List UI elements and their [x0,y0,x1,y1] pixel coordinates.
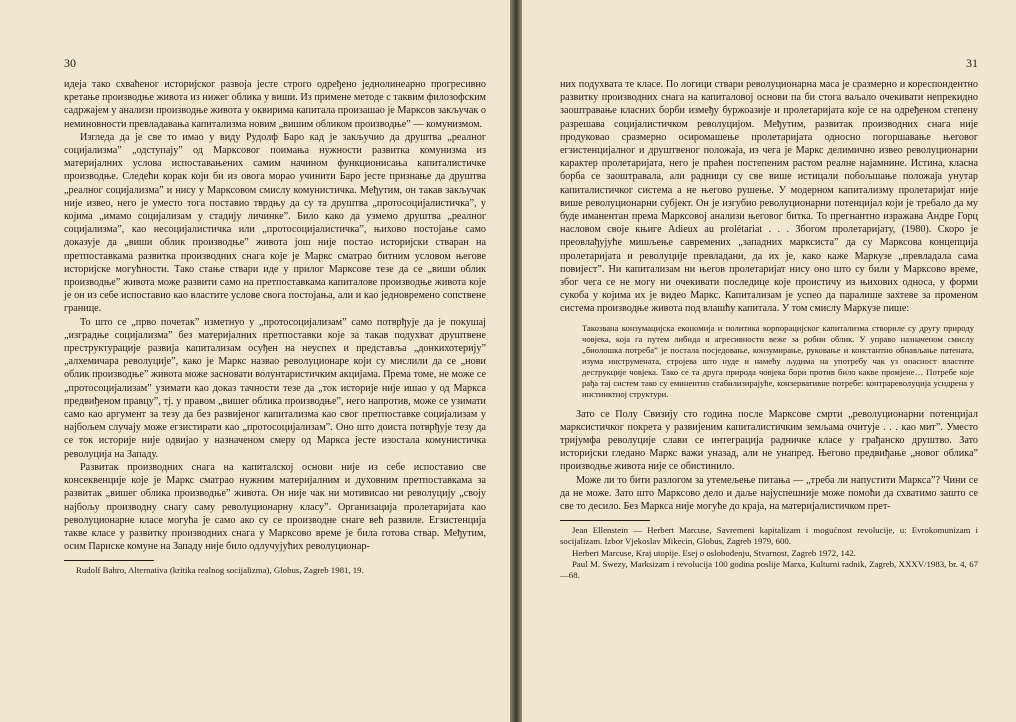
footnote-rule [560,520,650,521]
right-body-text [560,78,978,513]
paragraph: Изгледа да је све то имао у виду Рудолф Баро кад је закључио да друштва „реалног социјализма” „одступају” од Марксовог поимања нужности развитка комунизма из материјалних услова испоставањених самим начином функционисања капиталистичке производње. Следећи корак који би из овога морао учинити Баро јесте признање да друштва „реалног социјализма” и нису у Марксовом смислу комунистичка. Међутим, он такав закључак није извео, него је уместо тога поставио тврдњу да су та друштва „протосоцијалистичка”, у којима „имамо социјализам у стадију личинке”. Било како да узмемо друштва „реалног социјализма”, као несоцијалистичка или „протосоцијалистичка”, њихово постојање само доказује да „виши облик производње” живота још није постао историјски стваран на претпоставкама развитка производних снага које је Маркс сматрао битним условом његове историјске могућности. Тако стање ствари иде у прилог Марксове тезе да се „виши облик производње” живота може развити само на претпоставкама капиталове производње живота које је он из себе испоставио као властите услове свога постојања, али и као једновремено сопствене границе. [64,131,486,315]
left-footnotes [64,565,486,576]
paragraph: идеја тако схваћеног историјског развоја јесте строго одређено једнолинеарно прогресивно кретање производње живота из нижег облика у виши. Из примене методе с таквим филозофским садржајем у анализи производње живота у оквирима капитала произашао је Марксов закључак о неминовности превладавања капитализма новим „вишим обликом производње” — комунизмом. [64,79,486,130]
paragraph: них подухвата те класе. По логици ствари револуционарна маса је сразмерно и кореспондентно развитку производних снага на капиталовој основи па би стога ваљало очекивати непрекидно заоштравање класних борби између буржоазије и пролетаријата које се на одређеном степену разрешава социјалистичком револуцијом. Међутим, развитак производних снага није продуковао сразмерно осиромашење пролетаријата односно погоршавање његовог егзистенцијалног и друштвеног положаја, из чега је Маркс делимично извео револуционарни карактер пролетаријата, него је праћен постепеним растом реалне најамнине. Истина, класна борба се заоштравала, али радници су све више истицали побољшање положаја унутар капиталистичког система а не његово рушење. У модерном капитализму пролетаријат није више револуционарни субјект. Он је изгубио револуционарни потенцијал који је требало да му буде иманентан према Марксовој анализи његовог битка. То прегнантно изражава Андре Горц насловом своје књиге Adieux au prolétariat . . . Збогом пролетаријату, (1980). Скоро је преовлађујуће мишљење савремених „западних марксиста” да су Марксова концепција пролетаријата и револуције превладани, да их је, како каже Маркузе „превладала сама повијест”. Ни капитализам ни његов пролетаријат нису оно што су били у Марксово време, због чега се не могу ни очекивати последице које проистичу из њихових односа, у форми сукоба у којима их је видео Маркс. Капитализам је успео да паралише захтеве за променом система производње живота под влашћу капитала. У том смислу Маркузе пише: [560,79,978,315]
footnote: Herbert Marcuse, Kraj utopije. Esej o oslobođenju, Stvarnost, Zagreb 1972, 142. [572,547,856,558]
block-quote: Такозвана конзумацијска економија и политика корпорацијског капитализма створиле су другу природу човјека, која га путем либида и агресивности веже за робни облик. У управо назначеном смислу „биолошка потреба” је постала посједовање, конзумирање, руковање и константно обнављање патената, изума инструмената, стројева што нуде и намећу људима на употребу чак уз опасност властите деструкције човјека. Тако се та друга природа човјека бори против било какве промјене… Потребе које рађа тај систем тако су еминентно стабилизирајуће, конзервативне потребе: контрареволуција усидрена у инстинктној структури. [582,322,974,399]
footnote: Paul M. Swezy, Marksizam i revolucija 100 godina poslije Marxa, Kulturni radnik, Zagreb, XXXV/1983, br. 4, 67—68. [560,558,978,581]
footnote: Rudolf Bahro, Alternativa (kritika realnog socijalizma), Globus, Zagreb 1981, 19. [76,565,364,576]
paragraph: Може ли то бити разлогом за утемељење питања — „треба ли напустити Маркса”? Чини се да не може. Зато што Марксово дело и даље најуспешније може помоћи да схватимо зашто се све то десило. Без Маркса није могуће до краја, на материјалистичком прет- [560,474,978,513]
left-body-text [64,78,486,553]
footnote-rule [64,560,154,561]
paragraph: Развитак производних снага на капиталској основи није из себе испоставио све консеквенције које је Маркс сматрао нужним материјалним и духовним претпоставкама за развитак „вишег облика производње” живота. Он није чак ни мотивисао ни револуцију „своју најбољу производну снагу саму револуционарну класу”. Организација пролетаријата као револуционарне класе могућа је само ако су се производне снаге већ развиле. Егзистенција такве класе у развитку производних снага у Марксово време је била готова ствар. Међутим, осим Париске комуне на Западу није било одлучујућих револуционар- [64,461,486,553]
right-page [522,0,1016,722]
right-footnotes [560,525,978,581]
paragraph: Зато се Полу Свизију сто година после Марксове смрти „револуционарни потенцијал марксистичког покрета у развијеним капиталистичким земљама очитује . . . као мит”. Уместо тријумфа револуције слави се интеграција радничке класе у грађанско друштво. Зато историјски гледано Маркс важи уназад, али не унапред. Његово предвиђање „новог облика” производње живота није се обистинило. [560,408,978,473]
footnote: Jean Ellenstein — Herbert Marcuse, Savremeni kapitalizam i mogućnost revolucije, u: Evrokomunizam i socijalizam. Izbor Vjekoslav Mikecin, Globus, Zagreb 1979, 600. [560,525,978,547]
page-number-left: 30 [64,56,76,70]
page-number-right: 31 [966,56,978,70]
paragraph: То што се „прво почетак” изметнуо у „протосоцијализам” само потврђује да је покушај „изградње социјализма” без материјалних претпоставки које за такав подухват друштвене преструктурације развија капитализам осуђен на неуспех и представља „донкихотерију” „алхемичара револуције”, како је Маркс назвао револуционаре који су мислили да се „нови облик производње” живота може засновати волунтаристичким акцијама. Према томе, не може се „протосоцијализам” узимати као доказ тачности тезе да „ток историје није ишао у од Маркса предвиђеном правцу”, тј. у правом „вишег облика производње”, него напротив, може се узимати само као аргумент за тезу да без развијеног капитализма као свог претпоставке социјализам у најбољем случају може егзистирати као „протосоцијализам”. Оно што доиста потврђује тезу да се ток историје није одвијао у назначеном смеру од Маркса јесте изостала комунистичка револуција на Западу. [64,316,486,460]
